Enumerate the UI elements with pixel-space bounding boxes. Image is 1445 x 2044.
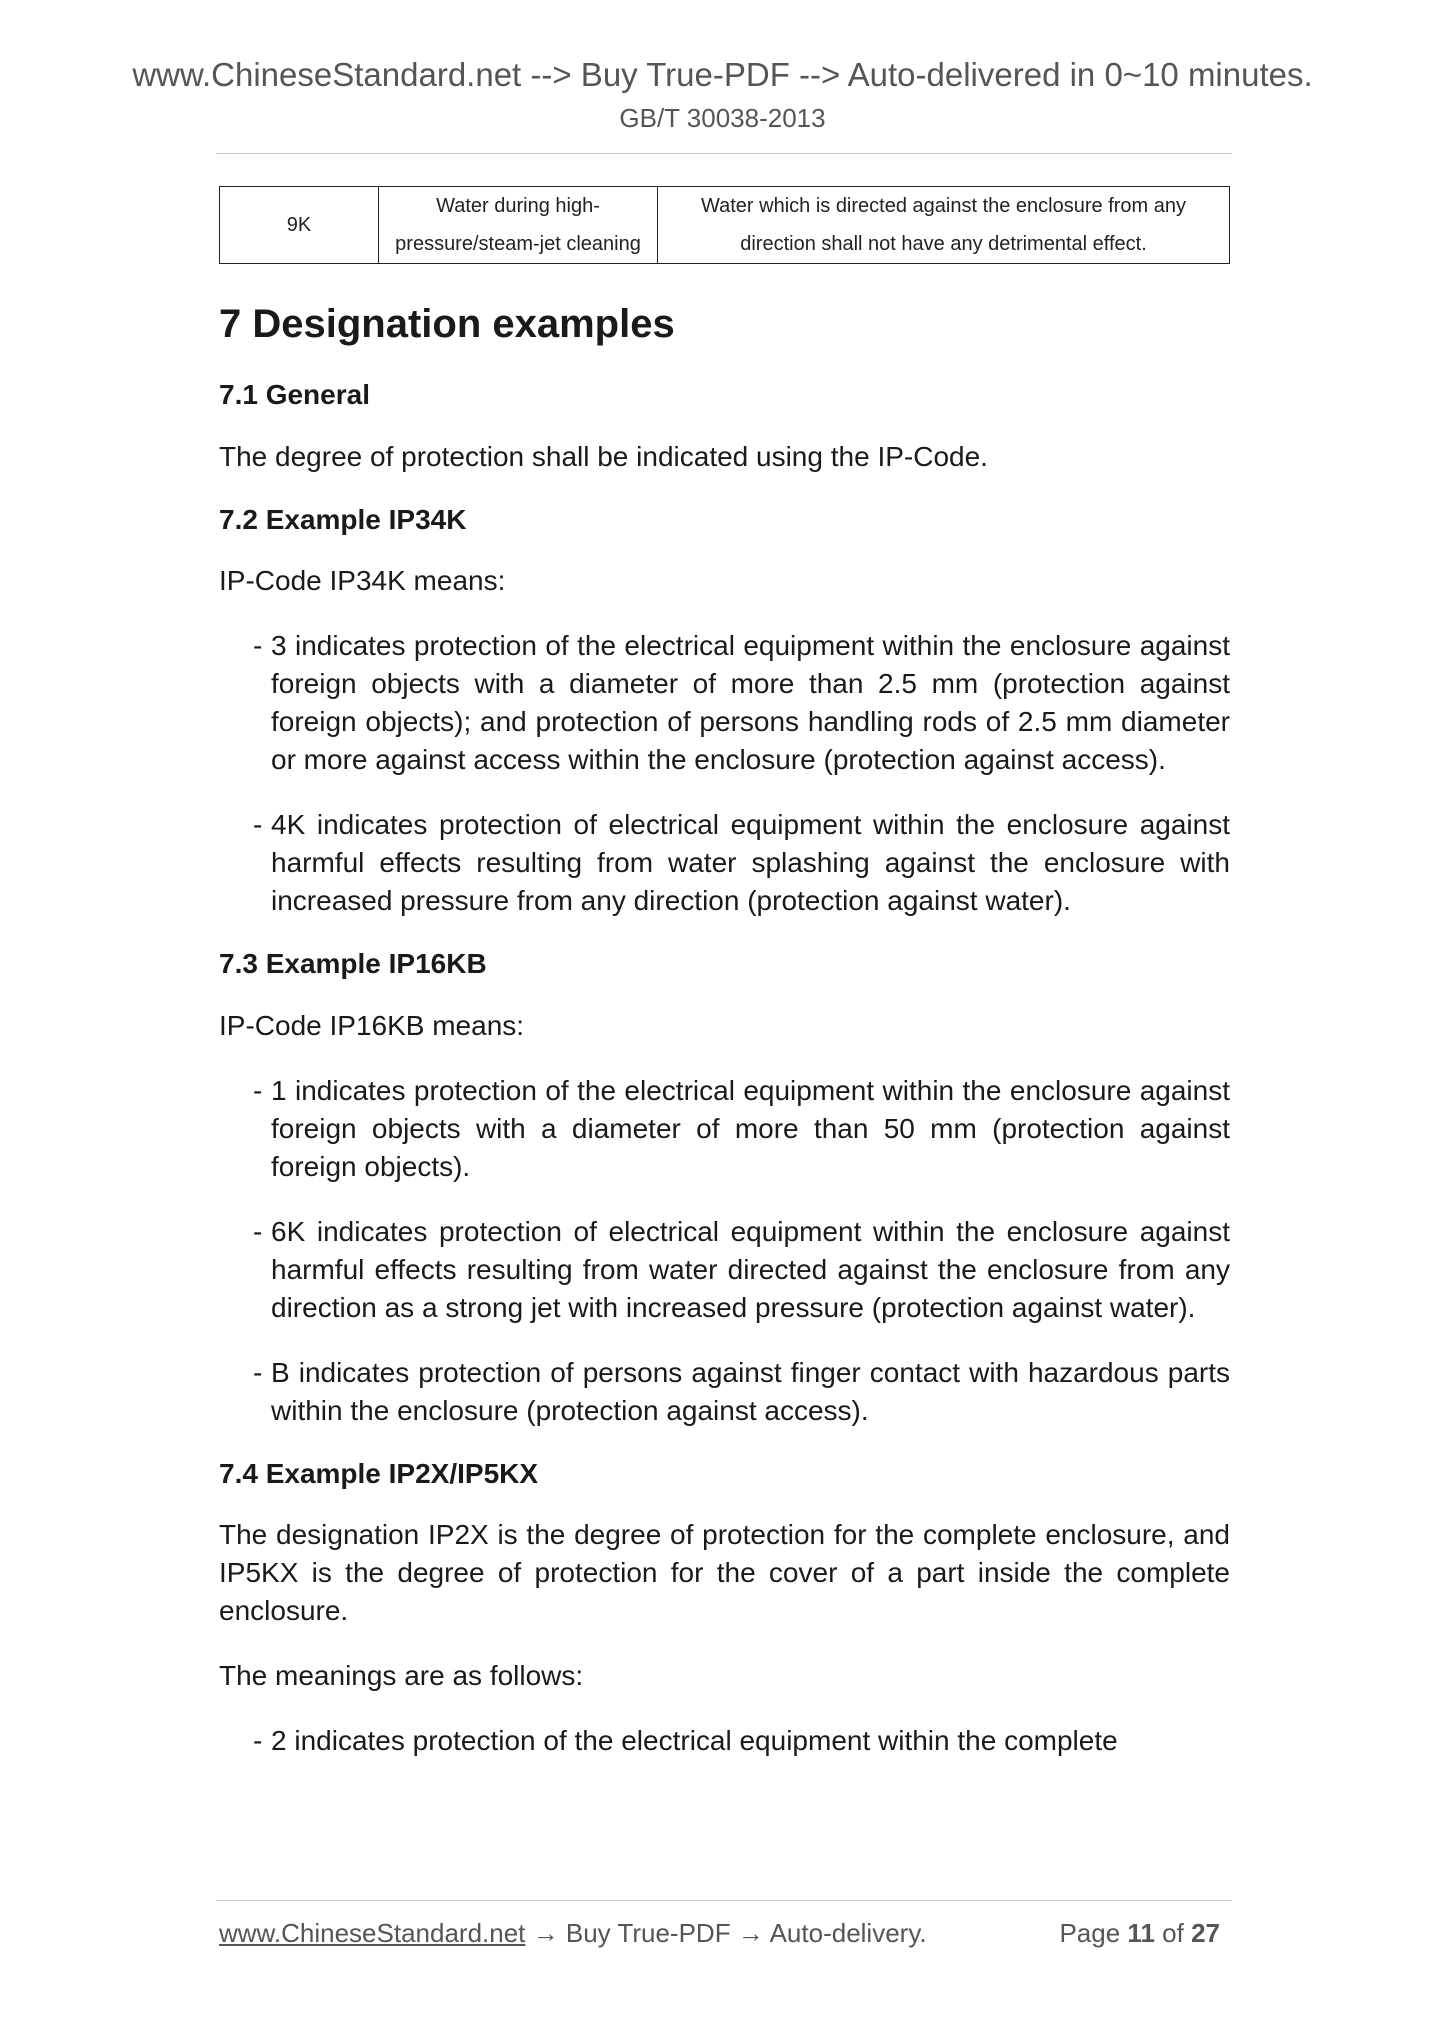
- list-item: [219, 1072, 1230, 1186]
- bullet-dash: -: [253, 1356, 263, 1388]
- paragraph: The meanings are as follows:: [219, 1660, 584, 1692]
- footer-promo: [219, 1918, 927, 1949]
- bullet-dash: -: [253, 1725, 263, 1757]
- table-cell-name: Water during high-pressure/steam-jet cleaning: [379, 187, 658, 264]
- header-divider: [216, 153, 1232, 154]
- list-item-text: 2 indicates protection of the electrical equipment within the complete: [271, 1725, 1118, 1757]
- protection-table: [219, 186, 1230, 264]
- table-cell-code: 9K: [220, 187, 379, 264]
- footer-link[interactable]: www.ChineseStandard.net: [219, 1918, 526, 1948]
- page-number: [1059, 1918, 1220, 1949]
- footer-divider: [216, 1900, 1232, 1901]
- list-item: [219, 627, 1230, 779]
- table-cell-description: Water which is directed against the enclosure from any direction shall not have any detrimental effect.: [658, 187, 1230, 264]
- page-of: of: [1162, 1918, 1184, 1948]
- page-label: Page: [1059, 1918, 1121, 1948]
- list-item: [219, 1213, 1230, 1327]
- document-body: [219, 300, 1230, 1787]
- list-item-text: 6K indicates protection of electrical equipment within the enclosure against harmful effects resulting from water directed against the enclosure from any direction as a strong jet with increased pressure (protection against water).: [271, 1215, 1230, 1323]
- footer-tail: → Buy True-PDF → Auto-delivery.: [532, 1918, 927, 1948]
- bullet-dash: -: [253, 630, 263, 662]
- subsection-heading-ip16kb: 7.3 Example IP16KB: [219, 948, 487, 980]
- bullet-dash: -: [253, 809, 263, 841]
- paragraph: IP-Code IP16KB means:: [219, 1009, 525, 1041]
- section-heading: 7 Designation examples: [219, 302, 675, 346]
- list-item: [219, 806, 1230, 920]
- list-item-text: B indicates protection of persons against finger contact with hazardous parts within the enclosure (protection against access).: [271, 1356, 1230, 1426]
- page-current: 11: [1127, 1918, 1155, 1948]
- subsection-heading-ip34k: 7.2 Example IP34K: [219, 503, 467, 535]
- bullet-dash: -: [253, 1215, 263, 1247]
- paragraph: IP-Code IP34K means:: [219, 565, 506, 597]
- standard-number: GB/T 30038-2013: [619, 103, 826, 133]
- list-item: [219, 1722, 1230, 1760]
- list-item-text: 4K indicates protection of electrical equipment within the enclosure against harmful effects resulting from water splashing against the enclosure with increased pressure from any direction (protection against water).: [271, 809, 1230, 917]
- subsection-heading-general: 7.1 General: [219, 379, 370, 410]
- table-row: [220, 187, 1230, 264]
- list-item: [219, 1354, 1230, 1430]
- subsection-heading-ip2x: 7.4 Example IP2X/IP5KX: [219, 1457, 539, 1489]
- paragraph: The designation IP2X is the degree of protection for the complete enclosure, and IP5KX is the degree of protection for the cover of a part inside the complete enclosure.: [219, 1519, 1230, 1627]
- bullet-dash: -: [253, 1074, 263, 1106]
- page-total: 27: [1191, 1918, 1220, 1948]
- list-item-text: 3 indicates protection of the electrical equipment within the enclosure against foreign objects with a diameter of more than 2.5 mm (protection against foreign objects); and protection of persons handling rods of 2.5 mm diameter or more against access within the enclosure (protection against access).: [271, 630, 1230, 776]
- list-item-text: 1 indicates protection of the electrical equipment within the enclosure against foreign objects with a diameter of more than 50 mm (protection against foreign objects).: [271, 1074, 1230, 1182]
- paragraph: The degree of protection shall be indicated using the IP-Code.: [219, 440, 988, 472]
- header-title[interactable]: www.ChineseStandard.net --> Buy True-PDF --> Auto-delivered in 0~10 minutes.: [132, 56, 1313, 93]
